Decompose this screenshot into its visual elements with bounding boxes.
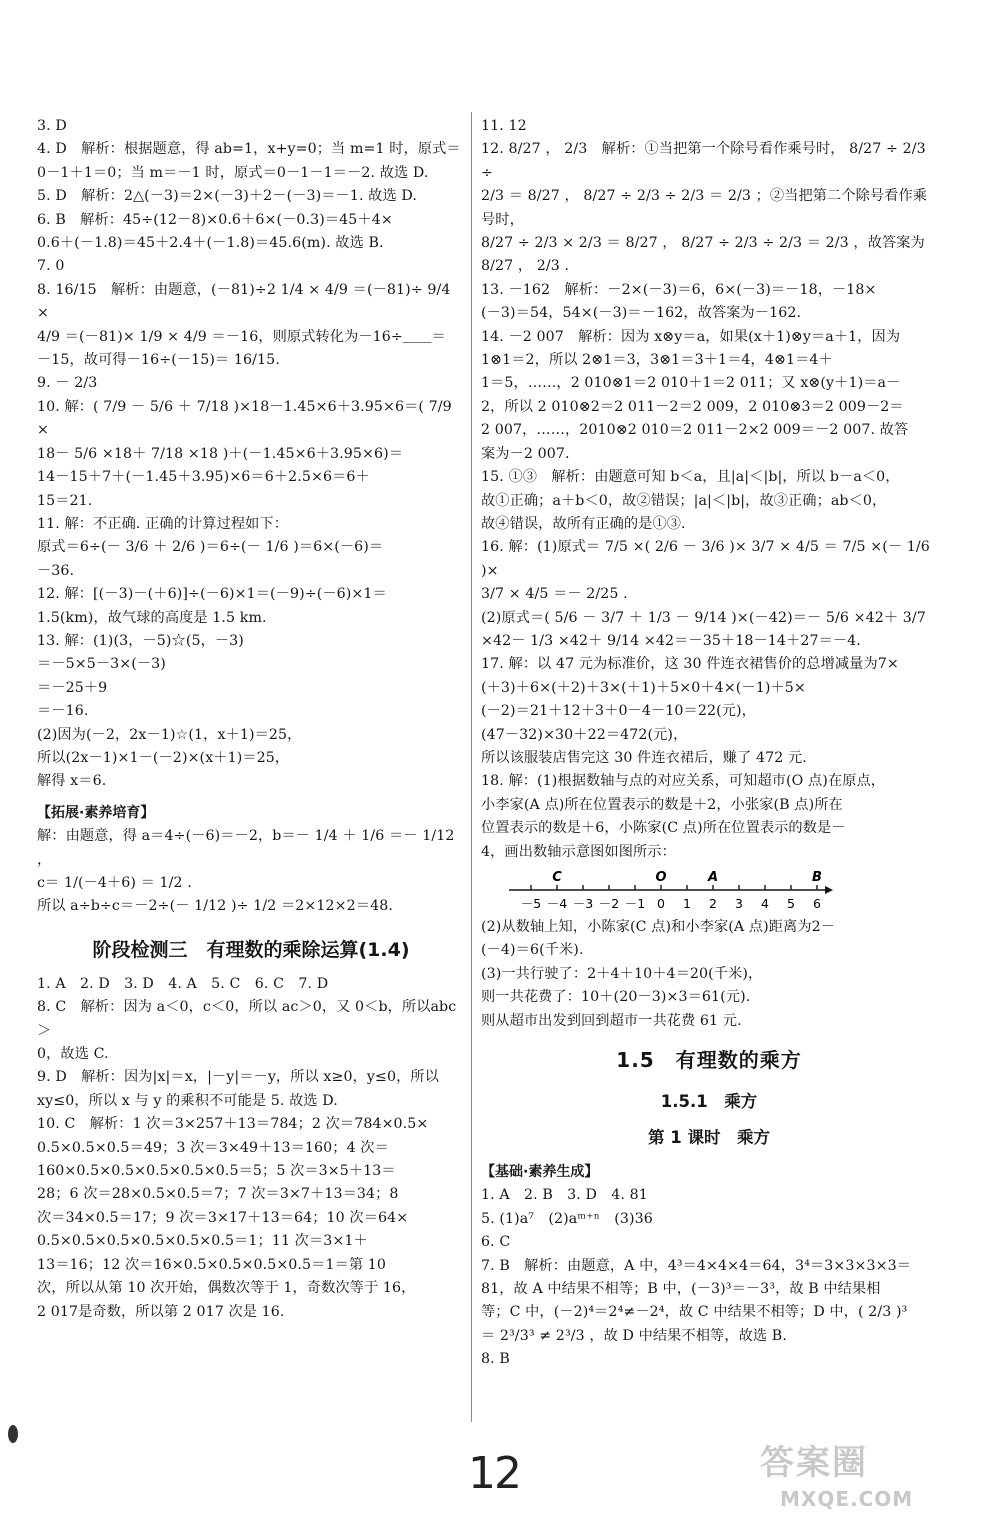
- answer-line: 7. 0: [37, 258, 65, 275]
- answer-line: (47－32)×30＋22＝472(元)，: [481, 726, 688, 743]
- answer-line: (＋3)＋6×(＋2)＋3×(＋1)＋5×0＋4×(－1)＋5×: [481, 679, 806, 696]
- answer-line: －15，故可得－16÷(－15)＝ 16/15.: [37, 352, 280, 369]
- basic-answer-line: ＝ 2³/3³ ≠ 2³/3 ，故 D 中结果不相等，故选 B.: [481, 1327, 787, 1344]
- answer-line: 16. 解：(1)原式＝ 7/5 ×( 2/6 － 3/6 )× 3/7 × 4/5 ＝ 7/5 ×(－ 1/6 )×: [481, 539, 935, 579]
- tick-label: 4: [761, 896, 769, 911]
- page-edge-mark: [8, 1425, 18, 1443]
- stage-answer-line: 0.5×0.5×0.5×0.5×0.5×0.5＝1；11 次＝3×1＋: [37, 1233, 368, 1250]
- extend-section-label: 【拓展·素养培育】: [37, 804, 155, 821]
- basic-answer-line: 8. B: [481, 1351, 510, 1368]
- point-label: O: [655, 870, 667, 885]
- answer-line: ＝－16.: [37, 703, 89, 720]
- extend-answers: [37, 825, 465, 919]
- basic-answer-line: 6. C: [481, 1234, 511, 1251]
- answer-line: 8. 16/15 解析：由题意，(－81)÷2 1/4 × 4/9 ＝(－81)÷ 9/4 ×: [37, 281, 456, 322]
- right-answers-top: [481, 115, 937, 864]
- stage-answer-line: 13＝16；12 次＝16×0.5×0.5×0.5×0.5＝1＝第 10: [37, 1256, 387, 1273]
- answer-line: 15＝21.: [37, 492, 93, 509]
- tick-label: 3: [735, 896, 743, 911]
- answer-line: 11. 12: [481, 118, 527, 134]
- answer-line: 解得 x＝6.: [37, 773, 107, 790]
- answer-line: 13. －162 解析：－2×(－3)＝6，6×(－3)＝－18，－18×: [481, 281, 877, 298]
- answer-line: (－4)＝6(千米).: [481, 942, 584, 959]
- answer-line: (3)一共行驶了：2＋4＋10＋4＝20(千米)，: [481, 965, 763, 982]
- answer-line: (2)从数轴上知，小陈家(C 点)和小李家(A 点)距离为2－: [481, 919, 836, 935]
- answer-line: 1⊗1＝2，所以 2⊗1＝3，3⊗1＝3＋1＝4，4⊗1＝4＋: [481, 352, 833, 369]
- answer-line: 18. 解：(1)根据数轴与点的对应关系，可知超市(O 点)在原点，: [481, 773, 886, 790]
- extend-answer-line: 解：由题意，得 a＝4÷(－6)＝－2，b＝－ 1/4 ＋ 1/6 ＝－ 1/12 ，: [37, 828, 460, 868]
- answer-line: (－2)＝21＋12＋3＋0－4－10＝22(元)，: [481, 703, 756, 720]
- basic-answers: [481, 1184, 937, 1371]
- answer-line: 小李家(A 点)所在位置表示的数是＋2，小张家(B 点)所在: [481, 796, 843, 813]
- answer-line: 14－15＋7＋(－1.45＋3.95)×6＝6＋2.5×6＝6＋: [37, 469, 370, 486]
- stage-answer-line: 1. A 2. D 3. D 4. A 5. C 6. C 7. D: [37, 975, 329, 992]
- answer-line: 3/7 × 4/5 ＝－ 2/25 .: [481, 586, 628, 603]
- tick-label: －3: [572, 896, 594, 911]
- stage-answer-line: 10. C 解析：1 次＝3×257＋13＝784；2 次＝784×0.5×: [37, 1116, 429, 1133]
- point-label: C: [552, 870, 562, 885]
- tick-label: －1: [624, 896, 646, 911]
- answer-line: ＝－25＋9: [37, 679, 108, 696]
- answer-line: 0.6＋(－1.8)＝45＋2.4＋(－1.8)＝45.6(m). 故选 B.: [37, 235, 384, 252]
- answer-line: 13. 解：(1)(3，－5)☆(5，－3): [37, 632, 244, 649]
- tick-label: 0: [657, 896, 665, 911]
- watermark-url: MXQE.COM: [780, 1487, 914, 1511]
- stage-answer-line: 2 017是奇数，所以第 2 017 次是 16.: [37, 1303, 285, 1320]
- answer-line: 2/3 ＝ 8/27 ， 8/27 ÷ 2/3 ÷ 2/3 ＝ 2/3 ；②当把第二个除号看作乘号时，: [481, 188, 928, 228]
- number-line-point-labels: [552, 870, 822, 885]
- tick-label: 2: [709, 896, 717, 911]
- subsection-title: 1.5.1 乘方: [660, 1092, 758, 1112]
- watermark-logo: 答案圈: [760, 1443, 868, 1483]
- number-line-ticks: [521, 885, 821, 911]
- answer-line: 故①正确；a＋b＜0，故②错误；|a|＜|b|，故③正确；ab＜0，: [481, 492, 887, 509]
- stage-test-answers: [37, 973, 465, 1324]
- answer-line: 4/9 ＝(－81)× 1/9 × 4/9 ＝－16，则原式转化为－16÷＿＿＝: [37, 328, 446, 345]
- stage-answer-line: 0，故选 C.: [37, 1046, 109, 1063]
- extend-answer-line: c＝ 1/(－4＋6) ＝ 1/2 .: [37, 875, 192, 891]
- answer-line: 12. 解：[(－3)－(＋6)]÷(－6)×1＝(－9)÷(－6)×1＝: [37, 586, 387, 603]
- answer-line: 原式＝6÷(－ 3/6 ＋ 2/6 )＝6÷(－ 1/6 )＝6×(－6)＝: [37, 539, 384, 556]
- answer-line: 故④错误，故所有正确的是①③.: [481, 515, 686, 532]
- answer-line: 3. D: [37, 118, 67, 134]
- answer-line: ＝－5×5－3×(－3): [37, 656, 166, 673]
- basic-answer-line: 81，故 A 中结果不相等；B 中，(－3)³＝－3³，故 B 中结果相: [481, 1281, 881, 1298]
- tick-label: 1: [683, 896, 691, 911]
- answer-line: 8/27 ÷ 2/3 × 2/3 ＝ 8/27 ， 8/27 ÷ 2/3 ÷ 2/3 ＝ 2/3 ，故答案为 8/27 ， 2/3 .: [481, 235, 930, 275]
- answer-line: 12. 8/27 ， 2/3 解析：①当把第一个除号看作乘号时， 8/27 ÷ 2/3 ÷: [481, 141, 931, 181]
- stage-answer-line: 9. D 解析：因为|x|＝x，|－y|＝－y，所以 x≥0，y≤0，所以: [37, 1069, 440, 1086]
- column-divider: [471, 112, 472, 1422]
- answer-line: (2)因为(－2，2x－1)☆(1，x＋1)＝25，: [37, 726, 302, 743]
- left-column: [37, 115, 465, 1324]
- answer-line: －36.: [37, 562, 75, 579]
- answer-line: 则一共花费了：10＋(20－3)×3＝61(元).: [481, 989, 751, 1006]
- answer-line: 所以该服装店售完这 30 件连衣裙后，赚了 472 元.: [481, 749, 807, 766]
- answer-line: (－3)＝54，54×(－3)＝－162，故答案为－162.: [481, 305, 802, 322]
- stage-answer-line: 28；6 次＝28×0.5×0.5＝7；7 次＝3×7＋13＝34；8: [37, 1186, 399, 1203]
- stage-answer-line: 160×0.5×0.5×0.5×0.5×0.5＝5；5 次＝3×5＋13＝: [37, 1163, 396, 1180]
- stage-answer-line: xy≤0，所以 x 与 y 的乘积不可能是 5. 故选 D.: [37, 1092, 338, 1109]
- right-answers-after-diagram: [481, 916, 937, 1033]
- answer-line: 18－ 5/6 ×18＋ 7/18 ×18 )＋(－1.45×6＋3.95×6)＝: [37, 445, 404, 462]
- answer-line: 1.5(km)，故气球的高度是 1.5 km.: [37, 609, 267, 626]
- stage-answer-line: 8. C 解析：因为 a＜0，c＜0，所以 ac＞0，又 0＜b，所以abc＞: [37, 999, 457, 1039]
- basic-answer-line: 5. (1)a⁷ (2)aᵐ⁺ⁿ (3)36: [481, 1210, 653, 1227]
- point-label: A: [707, 870, 719, 885]
- stage-answer-line: 次，所以从第 10 次开始，偶数次等于 1，奇数次等于 16，: [37, 1280, 416, 1297]
- basic-answer-line: 等；C 中，(－2)⁴＝2⁴≠－2⁴，故 C 中结果不相等；D 中，( 2/3 )³: [481, 1304, 908, 1321]
- answer-line: 位置表示的数是＋6，小陈家(C 点)所在位置表示的数是－: [481, 820, 846, 837]
- point-label: B: [812, 870, 822, 885]
- basic-answer-line: 1. A 2. B 3. D 4. 81: [481, 1187, 648, 1204]
- tick-label: 6: [813, 896, 821, 911]
- tick-label: －4: [546, 896, 568, 911]
- left-answers-top: [37, 115, 465, 794]
- answer-line: 6. B 解析：45÷(12－8)×0.6＋6×(－0.3)＝45＋4×: [37, 211, 393, 228]
- answer-line: 9. － 2/3: [37, 375, 98, 392]
- page-number: 12: [468, 1448, 520, 1499]
- answer-line: 4. D 解析：根据题意，得 ab=1，x+y=0；当 m=1 时，原式＝: [37, 141, 461, 158]
- basic-answer-line: 7. B 解析：由题意，A 中，4³＝4×4×4＝64，3⁴＝3×3×3×3＝: [481, 1257, 912, 1274]
- number-line-diagram: [503, 868, 833, 914]
- answer-line: 11. 解：不正确. 正确的计算过程如下：: [37, 515, 289, 532]
- answer-line: 则从超市出发到回到超市一共花费 61 元.: [481, 1012, 742, 1029]
- answer-line: ×42－ 1/3 ×42＋ 9/14 ×42＝－35＋18－14＋27＝－4.: [481, 632, 861, 649]
- section-title: 1.5 有理数的乘方: [616, 1048, 802, 1073]
- stage-answer-line: 次＝34×0.5＝17；9 次＝3×17＋13＝64；10 次＝64×: [37, 1209, 409, 1226]
- stage-test-title: 阶段检测三 有理数的乘除运算(1.4): [92, 938, 410, 961]
- answer-line: 0－1＋1＝0；当 m＝－1 时，原式＝0－1－1＝－2. 故选 D.: [37, 164, 429, 181]
- right-column: [481, 115, 937, 1372]
- answer-line: 14. －2 007 解析：因为 x⊗y＝a，如果(x＋1)⊗y＝a＋1，因为: [481, 328, 901, 345]
- answer-line: 15. ①③ 解析：由题意可知 b＜a，且|a|＜|b|，所以 b－a＜0，: [481, 469, 900, 486]
- answer-line: 17. 解：以 47 元为标准价，这 30 件连衣裙售价的总增减量为7×: [481, 656, 899, 673]
- number-line-arrow: [825, 886, 833, 894]
- extend-answer-line: 所以 a÷b÷c＝－2÷(－ 1/12 )÷ 1/2 ＝2×12×2＝48.: [37, 898, 393, 915]
- basic-section-label: 【基础·素养生成】: [481, 1164, 599, 1181]
- answer-line: (2)原式＝( 5/6 － 3/7 ＋ 1/3 － 9/14 )×(－42)＝－ 5/6 ×42＋ 3/7: [481, 609, 926, 626]
- answer-line: 5. D 解析：2△(－3)＝2×(－3)＋2－(－3)＝－1. 故选 D.: [37, 188, 417, 205]
- tick-label: －5: [520, 896, 542, 911]
- tick-label: －2: [598, 896, 620, 911]
- answer-line: 案为－2 007.: [481, 445, 570, 462]
- answer-line: 所以(2x－1)×1－(－2)×(x＋1)＝25，: [37, 749, 290, 766]
- answer-line: 10. 解：( 7/9 － 5/6 ＋ 7/18 )×18－1.45×6＋3.95×6＝( 7/9 ×: [37, 398, 457, 439]
- lesson-title: 第 1 课时 乘方: [648, 1128, 770, 1148]
- answer-line: 4，画出数轴示意图如图所示：: [481, 843, 676, 860]
- stage-answer-line: 0.5×0.5×0.5＝49；3 次＝3×49＋13＝160；4 次＝: [37, 1139, 389, 1156]
- tick-label: 5: [787, 896, 795, 911]
- answer-line: 2 007，……，2010⊗2 010＝2 011－2×2 009＝－2 007. 故答: [481, 422, 909, 439]
- answer-line: 1＝5，……，2 010⊗1＝2 010＋1＝2 011；又 x⊗(y＋1)＝a－: [481, 375, 901, 392]
- answer-line: 2，所以 2 010⊗2＝2 011－2＝2 009，2 010⊗3＝2 009－2＝: [481, 398, 904, 415]
